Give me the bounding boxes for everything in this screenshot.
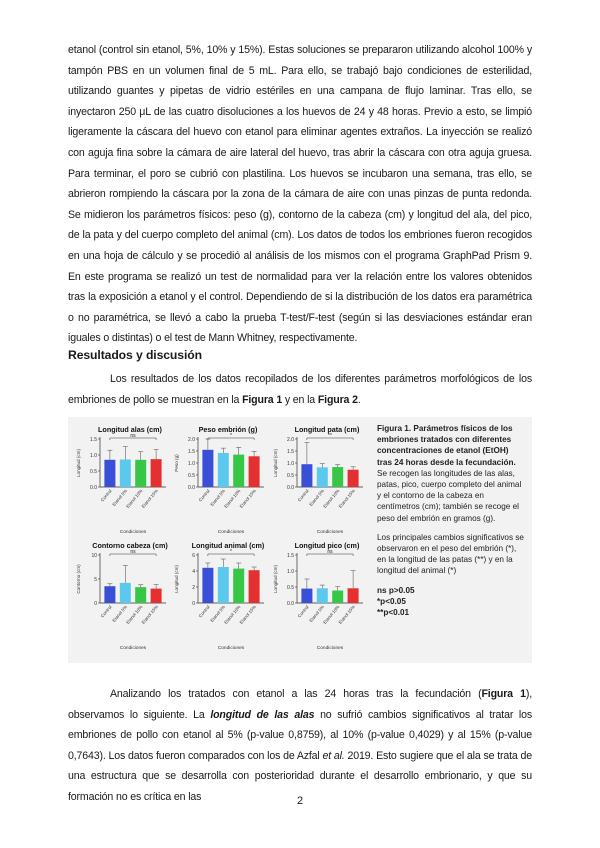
x-axis-label: Condiciones — [217, 530, 245, 535]
chart-5 — [271, 537, 369, 655]
x-tick-label: Etanol 5% — [111, 488, 129, 507]
chart-title: Contorno cabeza (cm) — [92, 541, 168, 550]
bar-0 — [104, 460, 115, 487]
y-tick-label: 0.5 — [90, 468, 97, 475]
x-tick-label: Etanol 10% — [125, 604, 144, 625]
y-tick-label: 5 — [94, 576, 97, 583]
significance-label: ns — [130, 548, 136, 555]
bar-1 — [218, 453, 229, 487]
chart-1 — [172, 421, 270, 539]
chart-title: Longitud pico (cm) — [294, 541, 360, 550]
bar-1 — [317, 588, 328, 603]
y-tick-label: 0.5 — [188, 472, 195, 479]
y-tick-label: 6 — [192, 552, 195, 559]
chart-0 — [74, 421, 172, 539]
y-tick-label: 0 — [94, 600, 97, 607]
analysis-etal: et al. — [322, 749, 345, 762]
methods-paragraph — [68, 40, 532, 349]
bar-1 — [120, 459, 131, 487]
y-axis-label: Contorno (cm) — [76, 564, 81, 594]
y-tick-label: 1.5 — [90, 436, 97, 443]
caption-title: Figura 1. Parámetros físicos de los embriones tratados con diferentes concentraciones de etanol (EtOH) tras 24 horas desde la fecundación. — [377, 424, 516, 467]
bar-1 — [120, 583, 131, 603]
caption-body: Se recogen las longitudes de las alas, patas, pico, cuerpo completo del animal y el contorno de la cabeza en centímetros (cm); también se recoge el peso del embrión en gramos (g). — [377, 468, 522, 523]
x-tick-label: Control — [99, 604, 113, 619]
chart-title: Longitud alas (cm) — [98, 425, 162, 434]
chart-3 — [74, 537, 172, 655]
y-tick-label: 2.0 — [287, 436, 294, 443]
bar-3 — [151, 589, 162, 603]
x-axis-label: Condiciones — [119, 646, 147, 651]
x-tick-label: Etanol 15% — [140, 604, 159, 625]
y-tick-label: 0.0 — [287, 484, 294, 491]
chart-title: Peso embrión (g) — [198, 425, 258, 434]
chart-4 — [172, 537, 270, 655]
bar-3 — [249, 570, 260, 603]
y-tick-label: 1.0 — [287, 460, 294, 467]
significance-label: ns — [327, 548, 333, 555]
significance-label: * — [230, 432, 232, 439]
x-tick-label: Control — [296, 604, 310, 619]
y-tick-label: 0.0 — [90, 484, 97, 491]
x-tick-label: Etanol 15% — [337, 488, 356, 509]
y-axis-label: Longitud (cm) — [174, 564, 179, 594]
figure2-ref: Figura 2 — [317, 393, 358, 406]
analysis-text-a: Analizando los tratados con etanol a las 24 horas tras la fecundación ( — [110, 688, 482, 700]
methods-text: etanol (control sin etanol, 5%, 10% y 15%). Estas soluciones se prepararon utilizando alcohol 100% y tampón PBS en un volumen final de 5 mL. Para ello, se trabajó bajo condiciones de esterilidad, utilizando guantes y pipetas de vidrio estériles en una campana de flujo laminar. Tras ello, se inyectaron 250 μL de las cuatro disoluciones a los huevos de 24 y 48 horas. Previo a esto, se limpió ligeramente la cáscara del huevo con etanol para eliminar agentes extraños. La inyección se realizó con aguja fina sobre la cámara de aire lateral del huevo, tras abrir la cáscara con otra aguja gruesa. Para terminar, el poro se cubrió con plastilina. Los huevos se incubaron una semana, tras ello, se abrieron rompiendo la cáscara por la zona de la cámara de aire con unas pinzas de punta redonda. Se midieron los parámetros físicos: peso (g), contorno de la cabeza (cm) y longitud del ala, del pico, de la pata y del cuerpo completo del animal (cm). Los datos de todos los embriones fueron recogidos en una hoja de cálculo y se procedió al análisis de los mismos con el programa GraphPad Prism 9. En este programa se realizó un test de normalidad para ver la relación entre los valores obtenidos tras la exposición a etanol y el control. Dependiendo de si la distribución de los datos era paramétrica o no paramétrica, se llevó a cabo la prueba T-test/F-test (según si las desviaciones estándar eran iguales o distintas) o el test de Mann Whitney, respectivamente. — [68, 44, 532, 345]
x-tick-label: Control — [197, 604, 211, 619]
analysis-text-d: 2019. Esto sugiere que el ala se trata de una estructura que se desarrolla con posterioridad durante el desarrollo embrionario, y que su formación no es crítica en las — [68, 749, 532, 803]
x-tick-label: Etanol 10% — [322, 488, 341, 509]
significance-label: * — [230, 548, 232, 555]
x-tick-label: Etanol 5% — [308, 488, 326, 507]
y-axis-label: Longitud (cm) — [273, 564, 278, 594]
y-axis-label: Longitud (cm) — [76, 448, 81, 478]
caption-legend-p05: *p<0.05 — [377, 596, 406, 606]
bar-2 — [233, 455, 244, 487]
bar-0 — [104, 586, 115, 603]
x-tick-label: Control — [99, 488, 113, 503]
chart-title: Longitud pata (cm) — [294, 425, 360, 434]
y-tick-label: 1.0 — [287, 568, 294, 575]
y-axis-label: Peso (g) — [174, 454, 179, 472]
x-tick-label: Etanol 5% — [209, 604, 227, 623]
results-intro-paragraph — [68, 369, 532, 410]
analysis-text-b: ), observamos lo siguiente. La — [68, 688, 532, 721]
bar-1 — [218, 567, 229, 603]
y-tick-label: 10 — [91, 552, 97, 559]
bar-0 — [202, 450, 213, 487]
x-tick-label: Etanol 15% — [337, 604, 356, 625]
y-tick-label: 4 — [192, 568, 195, 575]
bar-2 — [233, 569, 244, 603]
bar-2 — [135, 587, 146, 603]
x-tick-label: Etanol 10% — [125, 488, 144, 509]
y-tick-label: 2.0 — [188, 436, 195, 443]
results-intro-text-2: y en la — [282, 393, 318, 406]
y-tick-label: 1.5 — [188, 448, 195, 455]
y-tick-label: 1.0 — [188, 460, 195, 467]
analysis-text-c: no sufrió cambios significativos al tratar los embriones de pollo con etanol al 5% (p-value 0,8759), al 10% (p-value 0,4029) y al 15% (p-value 0,7643). Los datos fueron comparados con los de Azfal — [68, 708, 532, 762]
bar-3 — [348, 588, 359, 603]
bar-3 — [348, 470, 359, 487]
page-number: 2 — [296, 795, 304, 807]
bar-2 — [332, 591, 343, 603]
chart-2 — [271, 421, 369, 539]
analysis-term: longitud de las alas — [210, 708, 315, 721]
bar-1 — [317, 467, 328, 487]
y-tick-label: 1.5 — [287, 448, 294, 455]
y-tick-label: 0.5 — [287, 584, 294, 591]
analysis-figure1-ref: Figura 1 — [481, 688, 526, 700]
bar-0 — [301, 589, 312, 603]
x-tick-label: Etanol 10% — [223, 604, 242, 625]
x-tick-label: Etanol 15% — [238, 604, 257, 625]
x-tick-label: Etanol 10% — [322, 604, 341, 625]
x-tick-label: Control — [296, 488, 310, 503]
x-tick-label: Etanol 5% — [111, 604, 129, 623]
caption-note: Los principales cambios significativos se observaron en el peso del embrión (*), en la longitud de las patas (**) y en la longitud del animal (*) — [377, 532, 524, 576]
y-axis-label: Longitud (cm) — [273, 448, 278, 478]
caption-legend-p01: **p<0.01 — [377, 608, 410, 618]
y-tick-label: 1.5 — [287, 552, 294, 559]
chart-title: Longitud animal (cm) — [191, 541, 265, 550]
x-tick-label: Etanol 5% — [209, 488, 227, 507]
caption-legend-ns: ns p>0.05 — [377, 585, 415, 595]
y-tick-label: 1.0 — [90, 452, 97, 459]
figure1-ref: Figura 1 — [242, 393, 283, 406]
significance-label: ns — [130, 432, 136, 439]
y-tick-label: 0 — [192, 600, 195, 607]
significance-label: ** — [328, 432, 332, 439]
y-tick-label: 0.0 — [287, 600, 294, 607]
results-intro-text-3: . — [357, 393, 361, 406]
x-tick-label: Etanol 5% — [308, 604, 326, 623]
section-title: Resultados y discusión — [68, 348, 202, 362]
analysis-paragraph — [68, 684, 532, 808]
bar-2 — [332, 467, 343, 487]
bar-0 — [301, 464, 312, 487]
y-tick-label: 0.5 — [287, 472, 294, 479]
bar-0 — [202, 568, 213, 603]
bar-2 — [135, 460, 146, 487]
bar-3 — [151, 459, 162, 487]
bar-3 — [249, 456, 260, 487]
x-axis-label: Condiciones — [119, 530, 147, 535]
x-tick-label: Etanol 10% — [223, 488, 242, 509]
y-tick-label: 0.0 — [188, 484, 195, 491]
x-tick-label: Etanol 15% — [140, 488, 159, 509]
x-axis-label: Condiciones — [217, 646, 245, 651]
x-axis-label: Condiciones — [316, 646, 344, 651]
x-tick-label: Etanol 15% — [238, 488, 257, 509]
x-tick-label: Control — [197, 488, 211, 503]
x-axis-label: Condiciones — [316, 530, 344, 535]
results-intro-text: Los resultados de los datos recopilados de los diferentes parámetros morfológicos de los embriones de pollo se muestran en la — [68, 373, 532, 406]
y-tick-label: 2 — [192, 584, 195, 591]
figure-caption — [377, 423, 525, 618]
